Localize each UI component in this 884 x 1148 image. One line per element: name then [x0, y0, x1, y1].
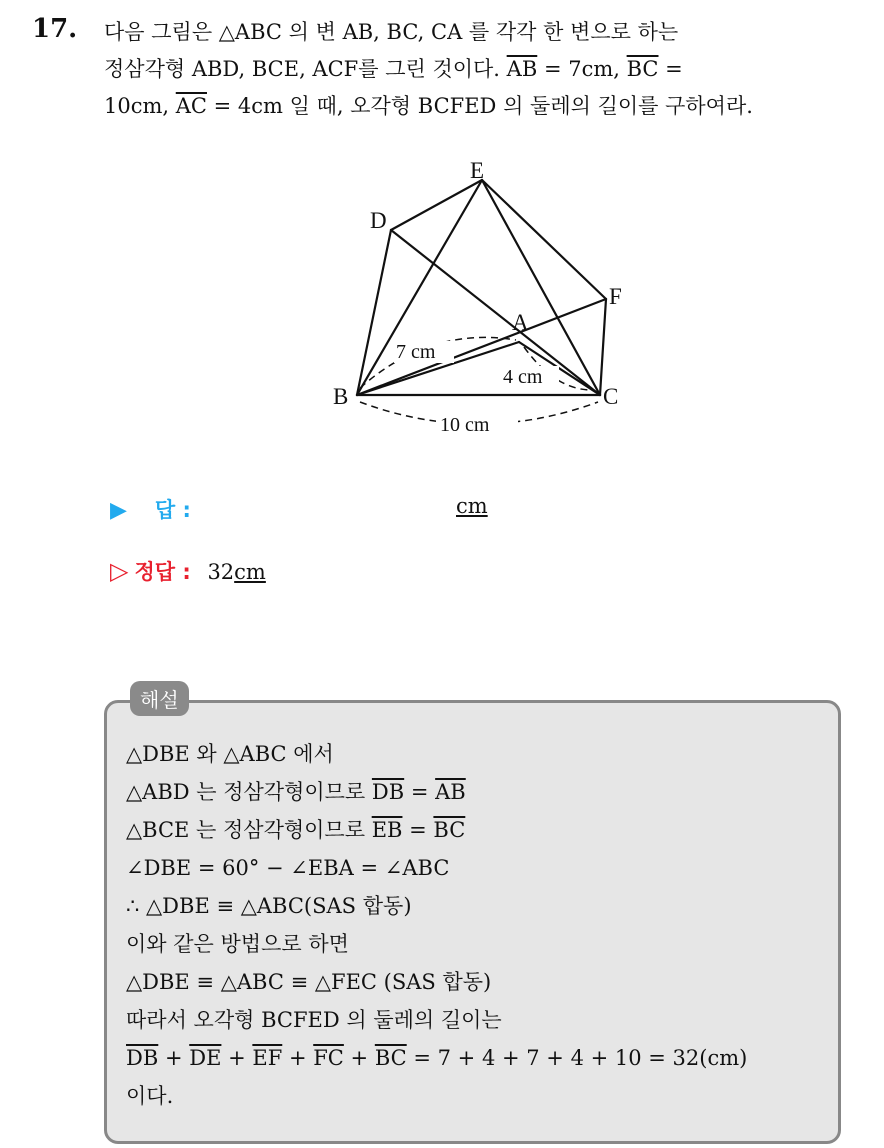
segment-db: $\overline{DB}$ [371, 780, 405, 804]
label-c: C [603, 384, 619, 409]
question-line-1: 다음 그림은 △ABC 의 변 AB, BC, CA 를 각각 한 변으로 하는 [104, 20, 679, 44]
segment-ab: $\overline{AB}$ [506, 57, 538, 81]
answer-marker-icon: ▶ [110, 498, 127, 523]
solution-fragment: △BCE 는 정삼각형이므로 [126, 818, 372, 842]
solution-line: △DBE ≡ △ABC ≡ △FEC (SAS 합동) [126, 970, 492, 994]
solution-fragment: = [402, 818, 434, 842]
edge-fc [600, 299, 606, 395]
segment-ab: $\overline{AB}$ [435, 780, 466, 804]
question-text-fragment: = 4cm 일 때, 오각형 BCFED 의 둘레의 길이를 구하여라. [206, 94, 753, 118]
solution-line [126, 1039, 747, 1077]
solution-fragment: + [158, 1046, 190, 1070]
solution-line: ∠DBE = 60° − ∠EBA = ∠ABC [126, 856, 450, 880]
label-e: E [470, 158, 485, 183]
solution-tag: 해설 [130, 681, 189, 716]
solution-line: 따라서 오각형 BCFED 의 둘레의 길이는 [126, 1008, 502, 1032]
solution-line [126, 773, 747, 811]
solution-fragment: + [221, 1046, 253, 1070]
question-number: 17. [32, 14, 78, 44]
solution-fragment: = [404, 780, 436, 804]
answer-row [110, 494, 488, 524]
question-line-3 [104, 88, 864, 125]
segment-fc: $\overline{FC}$ [313, 1046, 344, 1070]
segment-de: $\overline{DE}$ [189, 1046, 222, 1070]
segment-ef: $\overline{EF}$ [252, 1046, 283, 1070]
segment-bc: $\overline{BC}$ [626, 57, 659, 81]
label-f: F [609, 284, 622, 309]
solution-fragment: + [343, 1046, 375, 1070]
solution-text [126, 735, 747, 1115]
segment-eb: $\overline{EB}$ [371, 818, 403, 842]
segment-bc: $\overline{BC}$ [374, 1046, 407, 1070]
question-text-fragment: 정삼각형 ABD, BCE, ACF를 그린 것이다. [104, 57, 507, 81]
solution-line [126, 811, 747, 849]
solution-fragment: △ABD 는 정삼각형이므로 [126, 780, 372, 804]
measure-ac: 4 cm [503, 366, 543, 388]
question-line-2 [104, 51, 864, 88]
solution-fragment: = 7 + 4 + 7 + 4 + 10 = 32(cm) [406, 1046, 748, 1070]
solution-line: 이다. [126, 1084, 174, 1108]
segment-db: $\overline{DB}$ [126, 1046, 159, 1070]
geometry-figure [320, 150, 650, 450]
solution-line: ∴ △DBE ≡ △ABC(SAS 합동) [126, 894, 412, 918]
measure-ab: 7 cm [396, 341, 436, 363]
question-text-fragment: 10cm, [104, 94, 176, 118]
question-text-fragment: = 7cm, [537, 57, 627, 81]
correct-answer-row [110, 556, 266, 586]
label-d: D [370, 208, 387, 233]
solution-line: 이와 같은 방법으로 하면 [126, 932, 349, 956]
edge-db [357, 230, 391, 395]
segment-ac: $\overline{AC}$ [175, 94, 207, 118]
label-b: B [333, 384, 349, 409]
solution-line: △DBE 와 △ABC 에서 [126, 742, 334, 766]
correct-value: 32 [207, 560, 235, 584]
solution-fragment: + [282, 1046, 314, 1070]
edge-ec [482, 180, 600, 395]
correct-marker-icon: ▷ [110, 557, 129, 585]
correct-unit: cm [234, 560, 266, 584]
edge-ef [482, 180, 606, 299]
question-text [104, 14, 864, 125]
answer-label: 답 : [154, 498, 191, 522]
label-a: A [512, 310, 529, 335]
question-text-fragment: = [658, 57, 683, 81]
answer-unit: cm [456, 494, 488, 518]
segment-bc: $\overline{BC}$ [433, 818, 466, 842]
measure-bc: 10 cm [440, 414, 490, 436]
correct-label: 정답 : [134, 560, 191, 584]
